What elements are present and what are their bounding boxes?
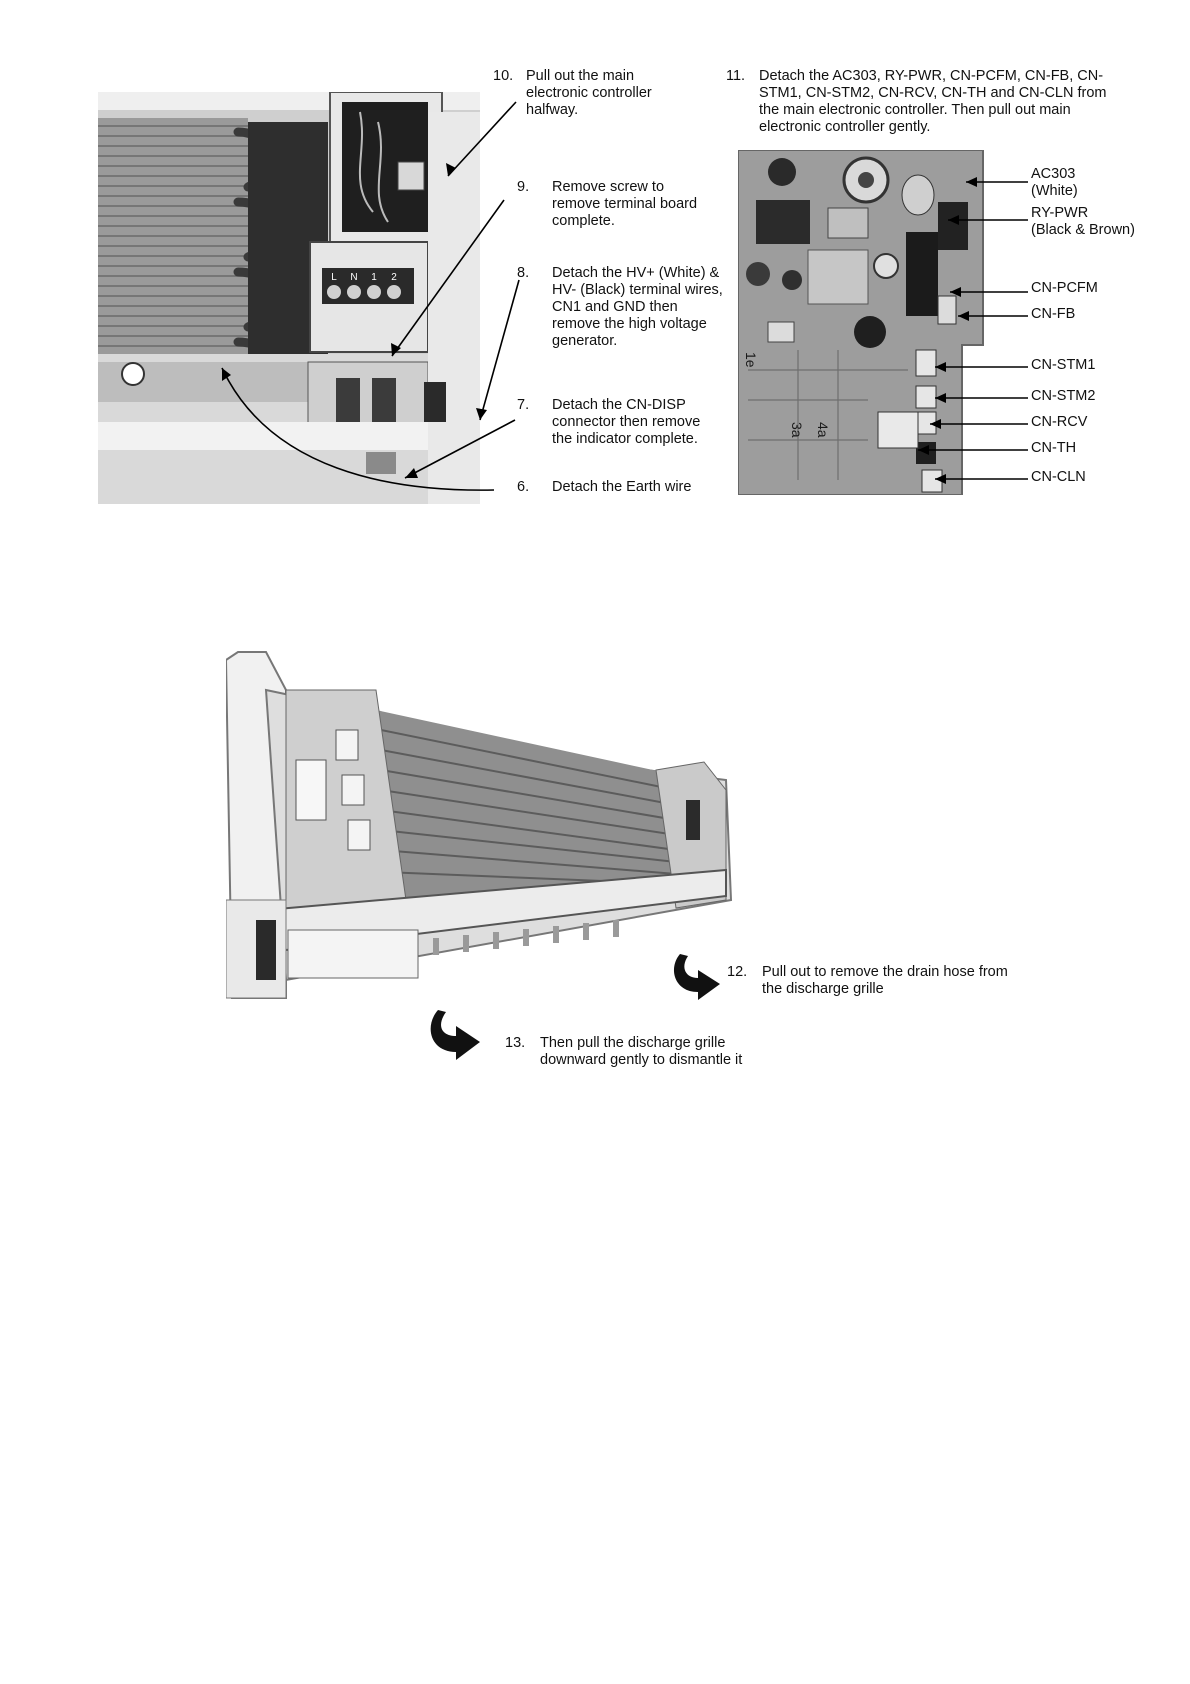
connector-arrows	[0, 0, 1190, 560]
step-number: 10.	[493, 68, 514, 84]
connector-cn-stm1: CN-STM1	[1031, 357, 1096, 373]
connector-ac303	[1031, 166, 1078, 200]
step-number: 9.	[517, 179, 530, 195]
pcb-mark-1e: 1e	[743, 352, 759, 368]
connector-label: RY-PWR	[1031, 205, 1089, 221]
step-number: 12.	[727, 964, 748, 980]
step-text: Pull out to remove the drain hose from the discharge grille	[762, 964, 1008, 997]
connector-cn-pcfm: CN-PCFM	[1031, 280, 1098, 296]
pull-arrow-13	[424, 1006, 484, 1062]
step-text: Detach the Earth wire	[552, 479, 692, 495]
connector-cn-th: CN-TH	[1031, 440, 1077, 456]
step-text: Detach the CN-DISP connector then remove the indicator complete.	[552, 397, 701, 447]
connector-cn-cln: CN-CLN	[1031, 469, 1086, 485]
connector-note: (White)	[1031, 183, 1078, 199]
step-text: Then pull the discharge grille downward gently to dismantle it	[540, 1035, 743, 1068]
connector-ry-pwr	[1031, 205, 1135, 239]
step-number: 8.	[517, 265, 530, 281]
step-text: Remove screw to remove terminal board complete.	[552, 179, 698, 229]
terminal-label-l: L	[331, 272, 337, 283]
step-number: 13.	[505, 1035, 526, 1051]
terminal-label-2: 2	[391, 272, 397, 283]
step-number: 7.	[517, 397, 530, 413]
connector-cn-rcv: CN-RCV	[1031, 414, 1088, 430]
step-text: Detach the HV+ (White) & HV- (Black) terminal wires, CN1 and GND then remove the high voltage generator.	[552, 265, 723, 349]
pcb-mark-3a: 3a	[789, 422, 805, 438]
connector-label: AC303	[1031, 166, 1076, 182]
step-text: Detach the AC303, RY-PWR, CN-PCFM, CN-FB, CN-STM1, CN-STM2, CN-RCV, CN-TH and CN-CLN from the main electronic controller. Then pull out main electronic controller gently.	[759, 68, 1107, 135]
terminal-label-n: N	[350, 272, 358, 283]
connector-cn-stm2: CN-STM2	[1031, 388, 1096, 404]
step-number: 11.	[726, 68, 746, 84]
connector-note: (Black & Brown)	[1031, 222, 1135, 238]
step-text: Pull out the main electronic controller halfway.	[526, 68, 652, 118]
connector-cn-fb: CN-FB	[1031, 306, 1076, 322]
step-number: 6.	[517, 479, 530, 495]
pull-arrow-12	[668, 950, 724, 1002]
terminal-label-1: 1	[371, 272, 377, 283]
pcb-mark-4a: 4a	[815, 422, 831, 438]
